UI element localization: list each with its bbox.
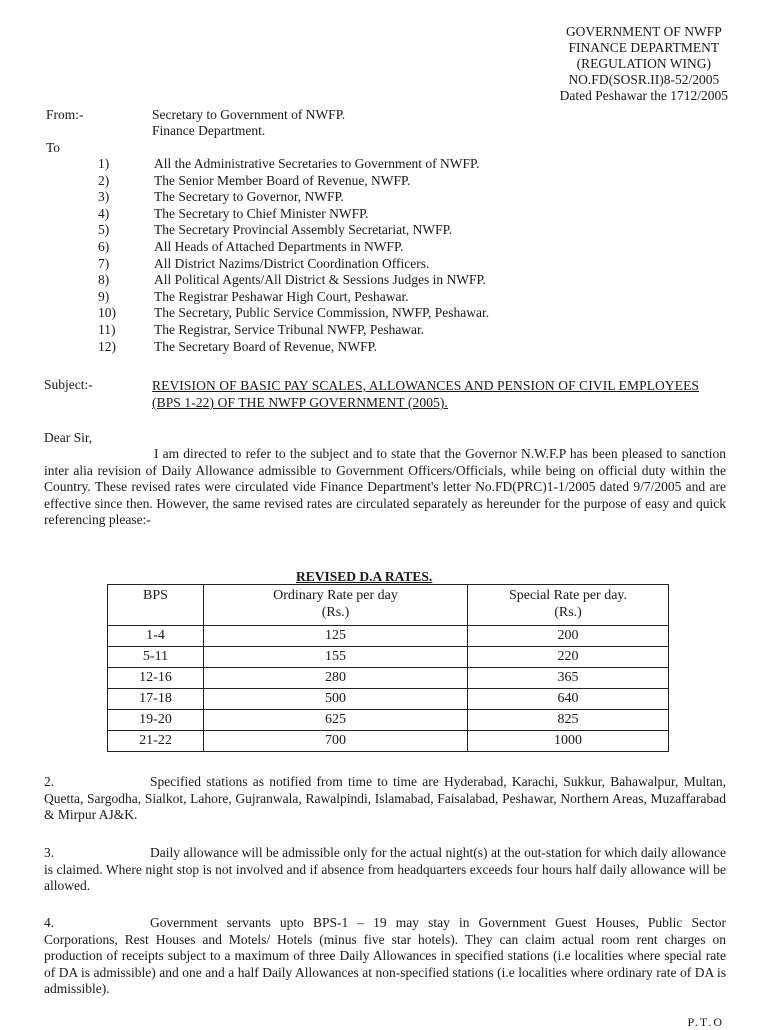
paragraph-3 (44, 845, 726, 895)
cell-ordinary-rate: 500 (204, 689, 468, 710)
da-rates-table (107, 584, 669, 752)
subject-text: REVISION OF BASIC PAY SCALES, ALLOWANCES AND PENSION OF CIVIL EMPLOYEES (BPS 1-22) OF THE NWFP GOVERNMENT (2005). (152, 378, 700, 410)
cell-special-rate: 640 (468, 689, 669, 710)
salutation: Dear Sir, (44, 430, 93, 445)
recipient-number: 11) (98, 321, 116, 337)
recipient-number: 5) (98, 222, 110, 238)
recipient-text: The Secretary to Governor, NWFP. (154, 189, 344, 205)
header-special-line-1: Special Rate per day. (508, 588, 628, 603)
recipient-item (98, 305, 489, 322)
from-line-1: Secretary to Government of NWFP. (152, 107, 346, 122)
letterhead (560, 24, 728, 104)
table-row (108, 689, 669, 710)
recipient-item (98, 256, 489, 273)
recipient-number: 6) (98, 238, 110, 254)
recipient-text: All Political Agents/All District & Sessions Judges in NWFP. (154, 272, 486, 288)
cell-bps: 12-16 (108, 668, 204, 689)
paragraph-3-text: Daily allowance will be admissible only for the actual night(s) at the out-station for which daily allowance is claimed. Where night stop is not involved and if absence from headquarters exceeds four hours half daily allowance will be allowed. (44, 845, 726, 893)
header-special-line-2: (Rs.) (554, 605, 582, 620)
cell-bps: 21-22 (108, 731, 204, 752)
from-sender (152, 107, 345, 139)
table-header-row (108, 585, 669, 626)
cell-ordinary-rate: 700 (204, 731, 468, 752)
to-label: To (46, 140, 61, 155)
recipient-item (98, 289, 489, 306)
paragraph-1-text: I am directed to refer to the subject and to state that the Governor N.W.F.P has been pleased to sanction inter alia revision of Daily Allowance admissible to Government Officers/Officials, while being on official duty within the Country. These revised rates were circulated vide Finance Department's letter No.FD(PRC)1-1/2005 dated 9/7/2005 and are effective since then. However, the same revised rates are circulated separately as hereunder for the purpose of easy and quick referencing please:- (44, 446, 726, 527)
paragraph-2 (44, 774, 726, 824)
recipient-item (98, 239, 489, 256)
recipient-item (98, 272, 489, 289)
paragraph-2-text: Specified stations as notified from time to time are Hyderabad, Karachi, Sukkur, Bahawalpur, Multan, Quetta, Sargodha, Sialkot, Lahore, Gujranwala, Rawalpindi, Islamabad, Faisalabad, Peshawar, Northern Areas, Muzaffarabad & Mirpur AJ&K. (44, 774, 726, 822)
recipient-item (98, 156, 489, 173)
cell-bps: 5-11 (108, 647, 204, 668)
cell-ordinary-rate: 125 (204, 626, 468, 647)
pto-marker: P.T.O (687, 1015, 724, 1029)
table-row (108, 668, 669, 689)
recipient-item (98, 173, 489, 190)
recipient-text: The Secretary, Public Service Commission, NWFP, Peshawar. (154, 305, 490, 321)
recipient-text: The Registrar Peshawar High Court, Peshawar. (154, 288, 409, 304)
from-label: From:- (46, 107, 84, 122)
recipient-number: 1) (98, 156, 110, 171)
recipient-text: The Registrar, Service Tribunal NWFP, Peshawar. (154, 321, 425, 337)
paragraph-3-number: 3. (44, 845, 55, 860)
cell-ordinary-rate: 280 (204, 668, 468, 689)
recipient-list (98, 156, 489, 355)
header-special-rate (468, 585, 669, 626)
cell-special-rate: 220 (468, 647, 669, 668)
letterhead-wing: (REGULATION WING) (576, 56, 711, 71)
cell-ordinary-rate: 625 (204, 710, 468, 731)
letterhead-department: FINANCE DEPARTMENT (568, 40, 720, 55)
paragraph-4 (44, 915, 726, 998)
recipient-text: The Secretary Provincial Assembly Secretariat, NWFP. (154, 222, 453, 238)
recipient-text: All the Administrative Secretaries to Government of NWFP. (154, 156, 480, 171)
recipient-number: 12) (98, 338, 116, 354)
table-title: REVISED D.A RATES. (296, 569, 433, 584)
header-ordinary-rate (204, 585, 468, 626)
recipient-item (98, 206, 489, 223)
cell-special-rate: 200 (468, 626, 669, 647)
header-ordinary-line-2: (Rs.) (321, 605, 350, 620)
table-row (108, 647, 669, 668)
header-bps: BPS (108, 585, 204, 626)
paragraph-4-number: 4. (44, 915, 55, 930)
paragraph-1 (44, 446, 726, 529)
cell-special-rate: 1000 (468, 731, 669, 752)
table-row (108, 626, 669, 647)
cell-bps: 1-4 (108, 626, 204, 647)
recipient-item (98, 189, 489, 206)
paragraph-4-text: Government servants upto BPS-1 – 19 may stay in Government Guest Houses, Public Sector Corporations, Rest Houses and Motels/ Hotels (minus five star hotels). They can claim actual room rent charges on production of receipts subject to a maximum of three Daily Allowances in specified stations (i.e localities where special rate of DA is admissible) and one and a half Daily Allowances at non-specified stations (i.e localities where ordinary rate of DA is admissible). (44, 915, 726, 996)
recipient-text: The Secretary to Chief Minister NWFP. (154, 205, 369, 221)
cell-special-rate: 825 (468, 710, 669, 731)
header-ordinary-line-1: Ordinary Rate per day (273, 588, 398, 603)
cell-bps: 17-18 (108, 689, 204, 710)
recipient-number: 8) (98, 272, 110, 288)
recipient-number: 2) (98, 172, 110, 188)
recipient-item (98, 339, 489, 356)
cell-bps: 19-20 (108, 710, 204, 731)
recipient-item (98, 222, 489, 239)
cell-ordinary-rate: 155 (204, 647, 468, 668)
subject-label: Subject:- (44, 377, 93, 392)
recipient-number: 3) (98, 189, 110, 205)
recipient-number: 4) (98, 205, 110, 221)
recipient-number: 7) (98, 255, 110, 271)
table-row (108, 710, 669, 731)
letter-number: NO.FD(SOSR.II)8-52/2005 (568, 72, 720, 87)
cell-special-rate: 365 (468, 668, 669, 689)
recipient-text: All Heads of Attached Departments in NWFP. (154, 238, 404, 254)
paragraph-2-number: 2. (44, 774, 55, 789)
table-row (108, 731, 669, 752)
letterhead-government: GOVERNMENT OF NWFP (565, 24, 722, 39)
from-line-2: Finance Department. (152, 123, 266, 138)
recipient-text: All District Nazims/District Coordination Officers. (154, 255, 430, 271)
letter-date: Dated Peshawar the 1712/2005 (559, 88, 728, 103)
recipient-text: The Secretary Board of Revenue, NWFP. (154, 338, 378, 354)
recipient-item (98, 322, 489, 339)
recipient-number: 9) (98, 288, 110, 304)
recipient-text: The Senior Member Board of Revenue, NWFP. (154, 172, 411, 188)
recipient-number: 10) (98, 305, 116, 321)
